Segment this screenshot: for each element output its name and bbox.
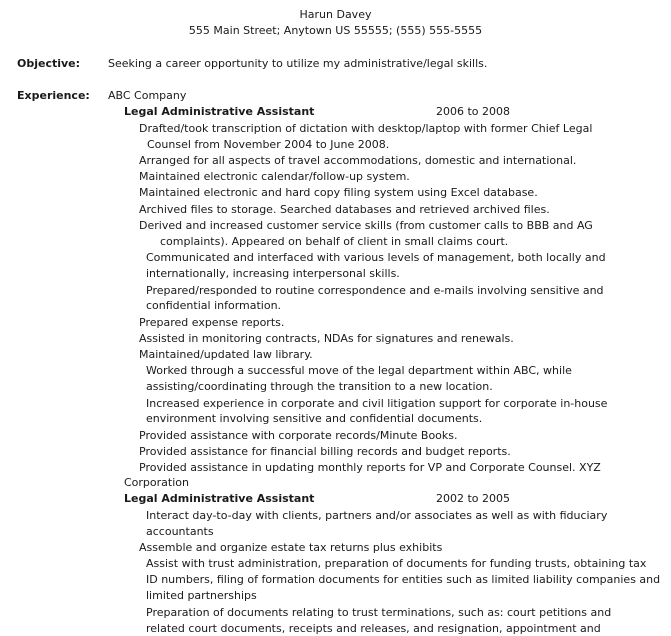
applicant-name: Harun Davey bbox=[299, 8, 372, 21]
job-line: complaints). Appeared on behalf of client in small claims court. bbox=[160, 235, 509, 248]
job-line: Worked through a successful move of the legal department within ABC, while bbox=[146, 364, 572, 377]
job-line: Assemble and organize estate tax returns plus exhibits bbox=[139, 541, 443, 554]
job-line: Prepared expense reports. bbox=[139, 316, 285, 329]
job-line: internationally, increasing interpersonal skills. bbox=[146, 267, 400, 280]
job-dates: 2006 to 2008 bbox=[436, 105, 511, 118]
job-line: Increased experience in corporate and civil litigation support for corporate in-house bbox=[146, 397, 608, 410]
job-dates: 2002 to 2005 bbox=[436, 492, 511, 505]
job-line: Archived files to storage. Searched databases and retrieved archived files. bbox=[139, 203, 550, 216]
experience-label: Experience: bbox=[17, 89, 90, 102]
job-line: Arranged for all aspects of travel accommodations, domestic and international. bbox=[139, 154, 577, 167]
job-line: confidential information. bbox=[146, 299, 282, 312]
job-title: Legal Administrative Assistant bbox=[124, 105, 315, 118]
job-line: Provided assistance in updating monthly reports for VP and Corporate Counsel. XYZ bbox=[139, 461, 601, 474]
job-line: Counsel from November 2004 to June 2008. bbox=[147, 138, 390, 151]
job-line: Provided assistance for financial billing records and budget reports. bbox=[139, 445, 511, 458]
job-line: related court documents, receipts and releases, and resignation, appointment and bbox=[146, 622, 601, 635]
job-title: Legal Administrative Assistant bbox=[124, 492, 315, 505]
job-line: Communicated and interfaced with various levels of management, both locally and bbox=[146, 251, 606, 264]
company-name: ABC Company bbox=[108, 89, 187, 102]
objective-text: Seeking a career opportunity to utilize my administrative/legal skills. bbox=[108, 57, 488, 70]
job-line: Maintained electronic and hard copy filing system using Excel database. bbox=[139, 186, 538, 199]
objective-label: Objective: bbox=[17, 57, 81, 70]
job-line: Interact day-to-day with clients, partners and/or associates as well as with fiduciary bbox=[146, 509, 608, 522]
job-line: assisting/coordinating through the transition to a new location. bbox=[146, 380, 493, 393]
job-line: ID numbers, filing of formation documents for entities such as limited liability companies and bbox=[146, 573, 661, 586]
job-line: Derived and increased customer service skills (from customer calls to BBB and AG bbox=[139, 219, 593, 232]
job-line: accountants bbox=[146, 525, 214, 538]
job-line: environment involving sensitive and confidential documents. bbox=[146, 412, 483, 425]
job-line: Provided assistance with corporate records/Minute Books. bbox=[139, 429, 458, 442]
job-line: Preparation of documents relating to trust terminations, such as: court petitions and bbox=[146, 606, 612, 619]
job-line: limited partnerships bbox=[146, 589, 257, 602]
job-line: Drafted/took transcription of dictation with desktop/laptop with former Chief Legal bbox=[139, 122, 593, 135]
applicant-address: 555 Main Street; Anytown US 55555; (555) 555-5555 bbox=[188, 24, 483, 37]
job-line: Maintained/updated law library. bbox=[139, 348, 313, 361]
job-line: Assisted in monitoring contracts, NDAs for signatures and renewals. bbox=[139, 332, 514, 345]
job-line: Corporation bbox=[124, 476, 189, 489]
job-line: Prepared/responded to routine correspondence and e-mails involving sensitive and bbox=[146, 284, 604, 297]
job-line: Assist with trust administration, preparation of documents for funding trusts, obtaining tax bbox=[146, 557, 647, 570]
job-line: Maintained electronic calendar/follow-up system. bbox=[139, 170, 410, 183]
